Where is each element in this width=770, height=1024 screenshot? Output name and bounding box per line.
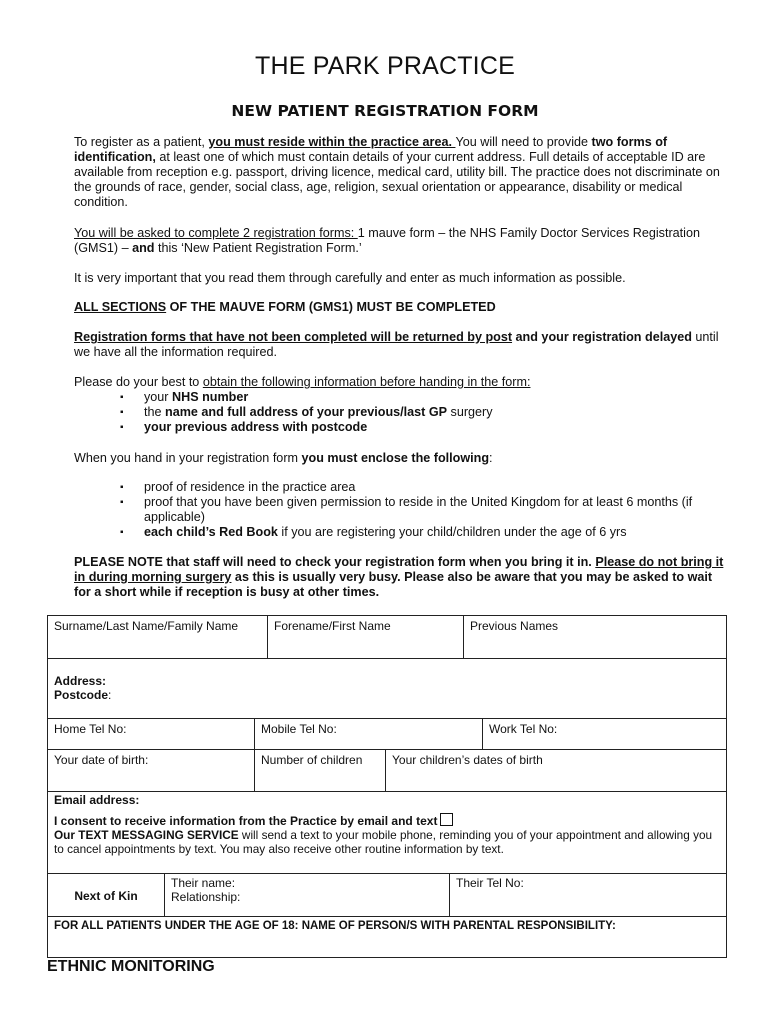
num-children-field[interactable]: [254, 749, 386, 792]
address-field[interactable]: Address: Postcode:: [47, 658, 727, 719]
their-name-label: Their name:: [171, 876, 236, 890]
surname-field[interactable]: [47, 615, 268, 659]
consent-checkbox[interactable]: [440, 813, 453, 826]
forename-label: Forename/First Name: [274, 619, 391, 633]
email-label: Email address:: [54, 793, 140, 807]
address-label: Address:: [54, 674, 107, 688]
list-item: ▪ each child’s Red Book if you are registering your child/children under the age of 6 yrs: [74, 525, 724, 540]
list-item: ▪ proof of residence in the practice area: [74, 480, 724, 495]
list-item: ▪ your previous address with postcode: [74, 420, 724, 435]
surname-label: Surname/Last Name/Family Name: [54, 619, 239, 633]
email-consent-field[interactable]: [47, 791, 727, 874]
enclose-lead-text: When you hand in your registration form you must enclose the following:: [74, 451, 493, 465]
next-of-kin-tel-field[interactable]: [449, 873, 727, 917]
please-note-text: PLEASE NOTE that staff will need to check your registration form when you bring it in. Please do not bring it in during morning surgery as this is usually very busy. Please also be aware that you may be asked to wait for a short while if reception is busy at other times.: [74, 555, 724, 599]
intro-paragraph: To register as a patient, you must reside within the practice area. You will need to provide two forms of identification, at least one of which must contain details of your current address. Full details of acceptable ID are available from reception e.g. passport, driving licence, medical card, utility bill. The practice does not discriminate on the grounds of race, gender, social class, age, religion, sexual orientation or appearance, disability or medical condition.: [74, 135, 720, 209]
previous-names-label: Previous Names: [470, 619, 559, 633]
list-item: ▪ the name and full address of your previous/last GP surgery: [74, 405, 724, 420]
ethnic-monitoring-heading: ETHNIC MONITORING: [47, 958, 215, 975]
returned-by-post-text: Registration forms that have not been completed will be returned by post and your registration delayed until we have all the information required.: [74, 330, 719, 359]
registration-form-table: [47, 615, 727, 958]
mobile-tel-field[interactable]: [254, 718, 483, 750]
parental-responsibility-field[interactable]: [47, 916, 727, 958]
work-tel-label: Work Tel No:: [489, 722, 558, 736]
work-tel-field[interactable]: [482, 718, 727, 750]
list-item: ▪ proof that you have been given permission to reside in the United Kingdom for at least 6 months (if applicable): [74, 495, 724, 525]
children-dob-field[interactable]: [385, 749, 727, 792]
form-subtitle: NEW PATIENT REGISTRATION FORM: [231, 102, 539, 120]
enclose-list: [74, 480, 724, 540]
next-of-kin-name-field[interactable]: [164, 873, 450, 917]
dob-label: Your date of birth:: [54, 753, 149, 767]
num-children-label: Number of children: [261, 753, 363, 767]
all-sections-heading: ALL SECTIONS OF THE MAUVE FORM (GMS1) MUST BE COMPLETED: [74, 300, 496, 314]
obtain-info-text: Please do your best to obtain the following information before handing in the form:: [74, 375, 531, 389]
home-tel-label: Home Tel No:: [54, 722, 127, 736]
parental-responsibility-label: FOR ALL PATIENTS UNDER THE AGE OF 18: NAME OF PERSON/S WITH PARENTAL RESPONSIBILITY:: [54, 920, 616, 932]
info-list: [74, 390, 724, 435]
consent-label: I consent to receive information from the Practice by email and text: [54, 814, 438, 828]
forms-paragraph: You will be asked to complete 2 registration forms: 1 mauve form – the NHS Family Doctor Services Registration (GMS1) – and this ‘New Patient Registration Form.’: [74, 226, 700, 255]
page-title: THE PARK PRACTICE: [255, 52, 515, 80]
previous-names-field[interactable]: [463, 615, 727, 659]
read-carefully-text: It is very important that you read them through carefully and enter as much information as possible.: [74, 271, 626, 285]
home-tel-field[interactable]: [47, 718, 255, 750]
postcode-label: Postcode: [54, 688, 109, 702]
dob-field[interactable]: [47, 749, 255, 792]
their-tel-label: Their Tel No:: [456, 876, 524, 890]
mobile-tel-label: Mobile Tel No:: [261, 722, 337, 736]
forename-field[interactable]: [267, 615, 464, 659]
next-of-kin-label: Next of Kin: [47, 873, 165, 917]
list-item: ▪ your NHS number: [74, 390, 724, 405]
relationship-label: Relationship:: [171, 890, 241, 904]
children-dob-label: Your children’s dates of birth: [392, 753, 543, 767]
text-service-note: Our TEXT MESSAGING SERVICE will send a text to your mobile phone, reminding you of your appointment and allowing you to cancel appointments by text. You may also receive other routine information by text.: [54, 828, 713, 856]
